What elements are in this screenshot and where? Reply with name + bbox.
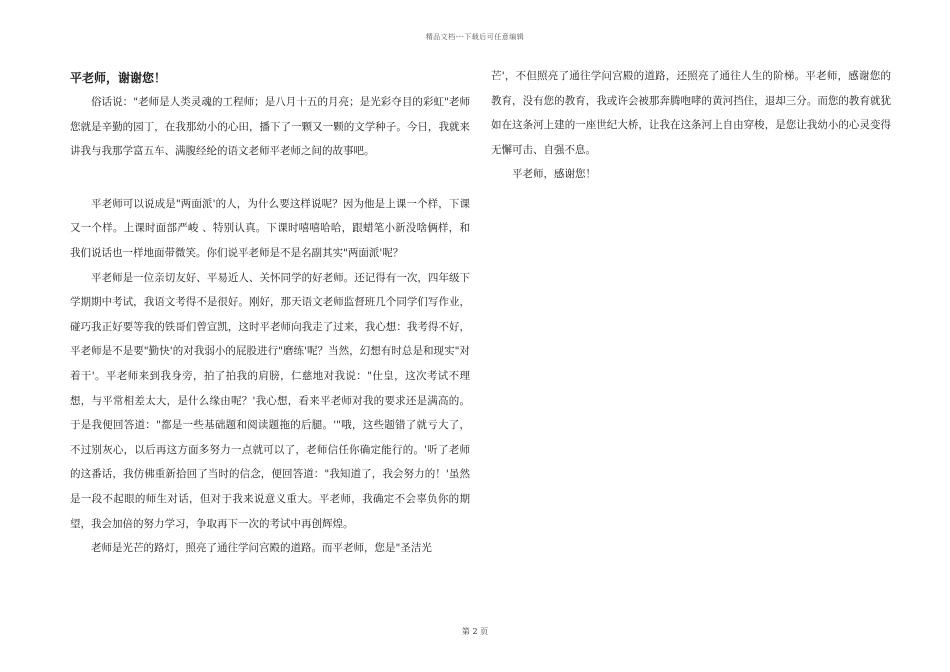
paragraph-exam-story: 平老师是一位亲切友好、平易近人、关怀同学的好老师。还记得有一次，四年级下学期期中考试，我语文考得不是很好。刚好，那天语文老师监督班几个同学们写作业，碰巧我正好要等我的铁哥们曾宣凯，这时平老师向我走了过来，我心想：我考得不好，平老师是不是要"勤快'的对我弱小的屁股进行"磨练'呢？当然，幻想有时总是和现实"对着干'。平老师来到我身旁，拍了拍我的肩膀，仁慈地对我说："仕皇，这次考试不理想，与平常相差太大，是什么缘由呢？'我心想，看来平老师对我的要求还是满高的。于是我便回答道："都是一些基础题和阅读题拖的后腿。'"哦，这些题错了就亏大了，不过别灰心，以后再这方面多努力一点就可以了，老师信任你确定能行的。'听了老师的这番话，我仿佛重新拾回了当时的信念，便回答道："我知道了，我会努力的！'虽然是一段不起眼的师生对话，但对于我来说意义重大。平老师，我确定不会辜负你的期望，我会加倍的努力学习，争取再下一次的考试中再创辉煌。	[70, 271, 470, 530]
paragraph-lamp: 老师是光芒的路灯，照亮了通往学问宫殿的道路。而平老师，您是"圣洁光	[91, 542, 432, 555]
right-column	[491, 64, 891, 187]
page-header: 精品文档---下载后可任意编辑	[425, 33, 525, 41]
paragraph-lamp-continued: 芒'，不但照亮了通往学问宫殿的道路，还照亮了通往人生的阶梯。平老师，感谢您的教育，没有您的教育，我或许会被那奔腾咆哮的黄河挡住，退却三分。而您的教育就犹如在这条河上建的一座世纪大桥，让我在这条河上自由穿梭，是您让我幼小的心灵变得无懈可击、自强不息。	[491, 70, 891, 156]
page-number: 第 2 页	[461, 627, 489, 636]
paragraph-closing: 平老师，感谢您！	[512, 168, 596, 181]
document-title: 平老师，谢谢您！	[70, 71, 167, 85]
left-column	[70, 64, 470, 561]
paragraph-intro: 俗话说："老师是人类灵魂的工程师；是八月十五的月亮；是光彩夺目的彩虹"老师您就是辛勤的园丁，在我那幼小的心田，播下了一颗又一颗的文学种子。今日，我就来讲我与我那学富五车、满腹经纶的语文老师平老师之间的故事吧。	[70, 96, 470, 158]
paragraph-two-faced: 平老师可以说成是"两面派'的人，为什么要这样说呢？因为他是上课一个样，下课又一个样。上课时面部严峻 、特别认真。下课时嘻嘻哈哈，跟蜡笔小新没啥俩样，和我们说话也一样地面带微笑。你们说平老师是不是名副其实"两面派'呢？	[70, 197, 470, 259]
paragraph-gap	[70, 164, 470, 192]
